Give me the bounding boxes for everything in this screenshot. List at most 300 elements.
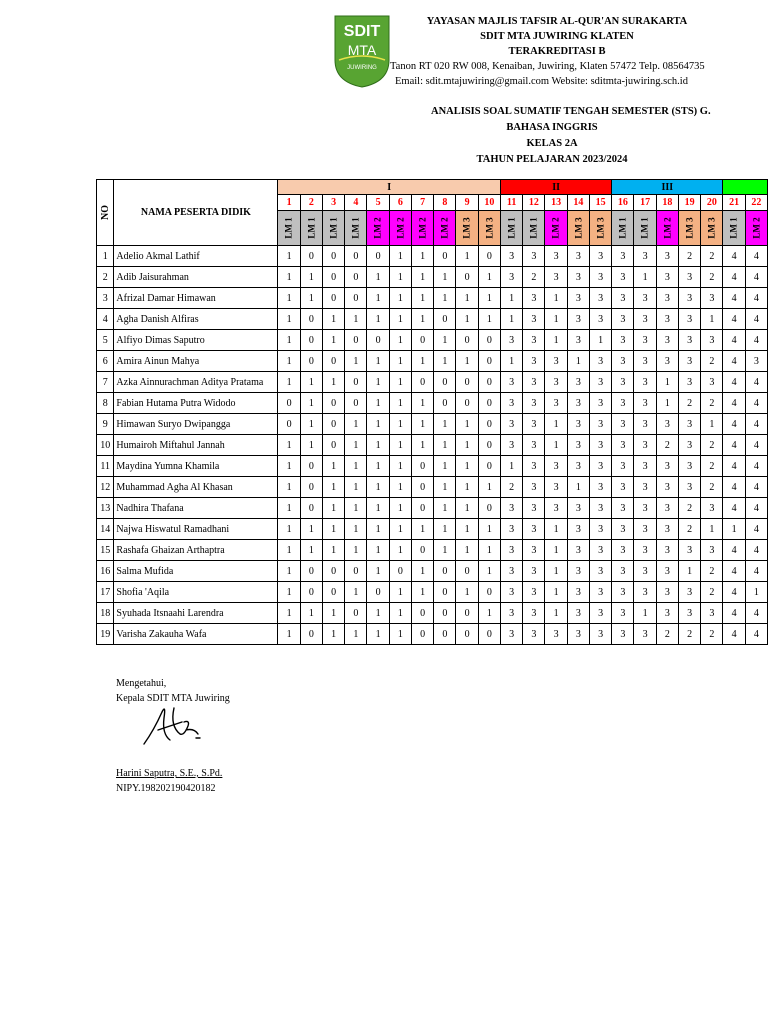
row-number: 4 [97,309,114,330]
score-cell: 1 [411,519,433,540]
lm-label-cell [478,211,500,246]
score-cell: 0 [367,246,389,267]
student-name: Humairoh Miftahul Jannah [114,435,278,456]
section-header [723,180,768,195]
score-cell: 1 [278,603,300,624]
score-cell: 3 [656,498,678,519]
score-cell: 4 [745,309,767,330]
score-cell: 3 [500,267,522,288]
lm-label-cell [589,211,611,246]
title-line-1: ANALISIS SOAL SUMATIF TENGAH SEMESTER (STS) G. [431,106,711,117]
score-cell: 2 [701,435,723,456]
question-number: 5 [367,195,389,211]
score-cell: 1 [345,351,367,372]
score-cell: 0 [478,582,500,603]
score-cell: 0 [411,477,433,498]
lm-label-cell [523,211,545,246]
score-cell: 1 [434,456,456,477]
score-cell: 0 [434,603,456,624]
score-cell: 3 [545,477,567,498]
question-number: 9 [456,195,478,211]
table-row [97,393,768,414]
score-cell: 1 [478,519,500,540]
score-cell: 3 [612,603,634,624]
letterhead [392,14,768,89]
score-cell: 1 [367,561,389,582]
score-cell: 4 [745,288,767,309]
score-cell: 3 [612,372,634,393]
score-cell: 3 [523,477,545,498]
score-cell: 0 [411,498,433,519]
score-cell: 1 [434,267,456,288]
score-cell: 1 [300,288,322,309]
score-cell: 2 [678,246,700,267]
score-cell: 0 [411,624,433,645]
score-cell: 3 [634,414,656,435]
score-cell: 0 [367,582,389,603]
score-cell: 0 [322,351,344,372]
score-cell: 1 [456,246,478,267]
score-cell: 1 [278,288,300,309]
score-cell: 4 [745,267,767,288]
score-cell: 1 [389,372,411,393]
score-cell: 1 [545,540,567,561]
score-cell: 3 [523,393,545,414]
score-cell: 1 [500,288,522,309]
no-header [97,180,114,246]
question-number: 7 [411,195,433,211]
score-cell: 1 [322,603,344,624]
score-cell: 0 [345,246,367,267]
score-cell: 3 [589,519,611,540]
score-cell: 3 [745,351,767,372]
score-cell: 3 [545,351,567,372]
score-cell: 3 [656,477,678,498]
score-cell: 1 [345,498,367,519]
student-name: Rashafa Ghaizan Arthaptra [114,540,278,561]
score-cell: 1 [367,351,389,372]
student-name: Alfiyo Dimas Saputro [114,330,278,351]
score-cell: 0 [345,561,367,582]
score-cell: 1 [389,414,411,435]
score-cell: 0 [300,582,322,603]
lm-label-cell [701,211,723,246]
score-cell: 4 [723,582,745,603]
score-cell: 4 [745,414,767,435]
score-cell: 1 [278,498,300,519]
score-cell: 4 [745,372,767,393]
score-cell: 1 [345,519,367,540]
score-cell: 2 [678,519,700,540]
score-cell: 1 [367,540,389,561]
score-cell: 1 [389,477,411,498]
score-cell: 1 [456,540,478,561]
score-cell: 1 [345,435,367,456]
score-cell: 4 [745,519,767,540]
score-cell: 0 [278,393,300,414]
score-cell: 1 [300,519,322,540]
score-cell: 3 [656,309,678,330]
logo-text-bottom: JUWIRING [347,65,377,71]
score-cell: 1 [367,624,389,645]
score-cell: 3 [567,582,589,603]
table-row [97,351,768,372]
question-number: 4 [345,195,367,211]
score-cell: 1 [545,561,567,582]
lm-label: LM 1 [528,216,539,239]
score-cell: 3 [656,603,678,624]
score-cell: 3 [500,435,522,456]
score-cell: 3 [656,519,678,540]
lm-label-cell [745,211,767,246]
score-cell: 1 [456,519,478,540]
score-cell: 0 [300,624,322,645]
score-cell: 0 [345,372,367,393]
score-cell: 1 [723,519,745,540]
score-cell: 3 [634,561,656,582]
row-number: 1 [97,246,114,267]
score-cell: 1 [434,288,456,309]
score-cell: 3 [589,393,611,414]
score-cell: 1 [656,393,678,414]
lm-label: LM 2 [662,216,673,239]
score-cell: 3 [523,603,545,624]
lm-label: LM 2 [417,216,428,239]
score-cell: 1 [478,477,500,498]
score-cell: 4 [745,540,767,561]
score-cell: 4 [745,456,767,477]
score-cell: 3 [678,330,700,351]
score-cell: 3 [523,414,545,435]
score-cell: 3 [523,456,545,477]
score-cell: 2 [701,624,723,645]
score-cell: 3 [612,582,634,603]
score-cell: 1 [434,351,456,372]
question-number: 11 [500,195,522,211]
score-cell: 1 [411,309,433,330]
score-cell: 4 [723,603,745,624]
score-cell: 4 [723,435,745,456]
score-cell: 1 [411,246,433,267]
score-cell: 3 [500,540,522,561]
score-cell: 1 [367,519,389,540]
score-cell: 3 [545,372,567,393]
score-cell: 1 [367,603,389,624]
lm-label: LM 1 [729,216,740,239]
lm-label-cell [367,211,389,246]
row-number: 10 [97,435,114,456]
score-cell: 4 [723,540,745,561]
score-cell: 3 [634,624,656,645]
score-cell: 3 [567,624,589,645]
score-cell: 0 [456,624,478,645]
score-cell: 0 [478,330,500,351]
score-cell: 0 [322,288,344,309]
score-cell: 4 [723,288,745,309]
score-cell: 0 [456,267,478,288]
score-cell: 3 [567,540,589,561]
score-cell: 1 [278,246,300,267]
score-cell: 3 [523,498,545,519]
score-cell: 3 [589,477,611,498]
score-cell: 3 [678,477,700,498]
score-cell: 1 [367,435,389,456]
score-cell: 3 [656,582,678,603]
question-number: 21 [723,195,745,211]
score-cell: 0 [345,267,367,288]
score-cell: 1 [367,393,389,414]
question-number: 16 [612,195,634,211]
score-cell: 0 [434,309,456,330]
row-number: 13 [97,498,114,519]
score-cell: 3 [523,309,545,330]
score-cell: 1 [411,393,433,414]
score-cell: 3 [523,540,545,561]
score-cell: 3 [701,603,723,624]
score-cell: 4 [745,561,767,582]
score-cell: 3 [634,372,656,393]
lm-label: LM 2 [373,216,384,239]
score-cell: 1 [456,456,478,477]
question-number: 1 [278,195,300,211]
score-cell: 3 [523,561,545,582]
score-cell: 1 [411,435,433,456]
score-cell: 2 [701,456,723,477]
lm-label: LM 3 [573,216,584,239]
score-cell: 0 [478,435,500,456]
lm-label: LM 3 [462,216,473,239]
score-cell: 1 [701,309,723,330]
principal-nipy: NIPY.198202190420182 [116,783,216,794]
score-cell: 1 [278,309,300,330]
score-cell: 1 [500,456,522,477]
score-cell: 4 [723,246,745,267]
score-cell: 1 [389,330,411,351]
score-cell: 1 [322,624,344,645]
score-cell: 3 [678,372,700,393]
score-cell: 1 [367,288,389,309]
score-cell: 3 [612,414,634,435]
student-name: Varisha Zakauha Wafa [114,624,278,645]
lm-label-cell [278,211,300,246]
score-cell: 3 [567,267,589,288]
score-cell: 1 [478,267,500,288]
score-cell: 0 [434,624,456,645]
score-cell: 4 [723,561,745,582]
lm-label: LM 2 [395,216,406,239]
section-header-row [97,180,768,195]
student-name: Agha Danish Alfiras [114,309,278,330]
score-cell: 4 [745,330,767,351]
score-cell: 1 [456,435,478,456]
score-cell: 3 [589,624,611,645]
row-number: 9 [97,414,114,435]
score-cell: 1 [300,267,322,288]
table-row [97,561,768,582]
score-cell: 3 [589,372,611,393]
table-row [97,498,768,519]
score-cell: 1 [345,582,367,603]
lm-label-cell [434,211,456,246]
student-name: Nadhira Thafana [114,498,278,519]
accreditation: TERAKREDITASI B [508,46,606,57]
score-cell: 1 [456,309,478,330]
score-cell: 3 [567,330,589,351]
score-cell: 2 [701,351,723,372]
score-cell: 1 [545,435,567,456]
score-cell: 1 [411,561,433,582]
score-cell: 1 [478,309,500,330]
score-cell: 3 [523,435,545,456]
score-cell: 3 [545,246,567,267]
score-cell: 3 [612,540,634,561]
question-number: 20 [701,195,723,211]
score-cell: 3 [656,540,678,561]
score-cell: 1 [434,477,456,498]
score-cell: 1 [456,288,478,309]
table-row [97,246,768,267]
score-cell: 0 [434,393,456,414]
score-cell: 0 [478,393,500,414]
score-cell: 2 [678,624,700,645]
score-cell: 1 [367,372,389,393]
title-class: KELAS 2A [526,138,578,149]
score-cell: 3 [634,582,656,603]
score-cell: 3 [567,288,589,309]
student-name: Shofia 'Aqila [114,582,278,603]
table-row [97,414,768,435]
score-cell: 0 [300,351,322,372]
lm-label: LM 1 [306,216,317,239]
student-name: Adelio Akmal Lathif [114,246,278,267]
score-cell: 1 [278,477,300,498]
score-cell: 3 [678,456,700,477]
title-year: TAHUN PELAJARAN 2023/2024 [476,154,628,165]
score-cell: 4 [723,393,745,414]
score-cell: 4 [745,603,767,624]
row-number: 8 [97,393,114,414]
question-number: 18 [656,195,678,211]
score-cell: 3 [656,456,678,477]
score-cell: 1 [478,288,500,309]
score-cell: 3 [634,435,656,456]
score-cell: 0 [322,561,344,582]
table-row [97,435,768,456]
score-cell: 0 [300,246,322,267]
lm-label: LM 3 [706,216,717,239]
score-cell: 3 [678,351,700,372]
score-cell: 3 [678,309,700,330]
school-address: Tanon RT 020 RW 008, Kenaiban, Juwiring, Klaten 57472 Telp. 08564735 [390,61,705,72]
score-cell: 3 [500,246,522,267]
lm-label: LM 1 [617,216,628,239]
score-cell: 0 [411,540,433,561]
score-cell: 1 [478,603,500,624]
score-cell: 1 [456,477,478,498]
score-cell: 2 [701,477,723,498]
lm-label-cell [389,211,411,246]
score-cell: 1 [345,456,367,477]
score-cell: 3 [500,603,522,624]
score-cell: 3 [567,435,589,456]
lm-label-cell [500,211,522,246]
score-cell: 3 [656,351,678,372]
score-cell: 4 [723,456,745,477]
score-cell: 3 [523,330,545,351]
score-cell: 3 [612,498,634,519]
score-cell: 0 [478,246,500,267]
lm-label-cell [678,211,700,246]
score-cell: 3 [500,330,522,351]
score-cell: 3 [589,498,611,519]
score-cell: 2 [678,393,700,414]
score-cell: 0 [478,624,500,645]
score-cell: 3 [612,456,634,477]
score-cell: 3 [500,561,522,582]
score-cell: 1 [389,582,411,603]
score-cell: 4 [745,498,767,519]
question-number: 3 [322,195,344,211]
logo-text-mid: MTA [347,42,377,58]
question-number: 22 [745,195,767,211]
score-cell: 1 [367,267,389,288]
question-number: 19 [678,195,700,211]
question-number: 10 [478,195,500,211]
section-header: I [278,180,501,195]
score-cell: 4 [723,330,745,351]
score-cell: 1 [434,498,456,519]
score-cell: 2 [701,267,723,288]
score-cell: 1 [456,414,478,435]
score-cell: 3 [656,288,678,309]
score-cell: 2 [500,477,522,498]
score-cell: 3 [500,624,522,645]
score-cell: 3 [701,498,723,519]
score-cell: 0 [389,561,411,582]
lm-label: LM 2 [551,216,562,239]
score-cell: 3 [523,351,545,372]
score-cell: 1 [434,414,456,435]
score-cell: 1 [389,603,411,624]
lm-label-cell [634,211,656,246]
score-cell: 4 [723,498,745,519]
document-title [400,104,768,168]
score-cell: 3 [678,414,700,435]
score-cell: 3 [634,477,656,498]
score-cell: 3 [545,498,567,519]
score-cell: 3 [634,330,656,351]
score-cell: 3 [678,603,700,624]
score-cell: 3 [612,393,634,414]
score-cell: 3 [500,498,522,519]
score-cell: 0 [322,582,344,603]
score-cell: 1 [701,519,723,540]
score-cell: 3 [589,309,611,330]
score-cell: 1 [701,414,723,435]
question-number: 14 [567,195,589,211]
score-cell: 1 [545,582,567,603]
score-cell: 1 [656,372,678,393]
score-cell: 4 [745,393,767,414]
lm-label-cell [567,211,589,246]
score-cell: 4 [745,435,767,456]
score-cell: 3 [634,519,656,540]
score-cell: 3 [500,372,522,393]
row-number: 5 [97,330,114,351]
score-cell: 3 [612,435,634,456]
score-cell: 3 [567,456,589,477]
score-cell: 2 [701,582,723,603]
